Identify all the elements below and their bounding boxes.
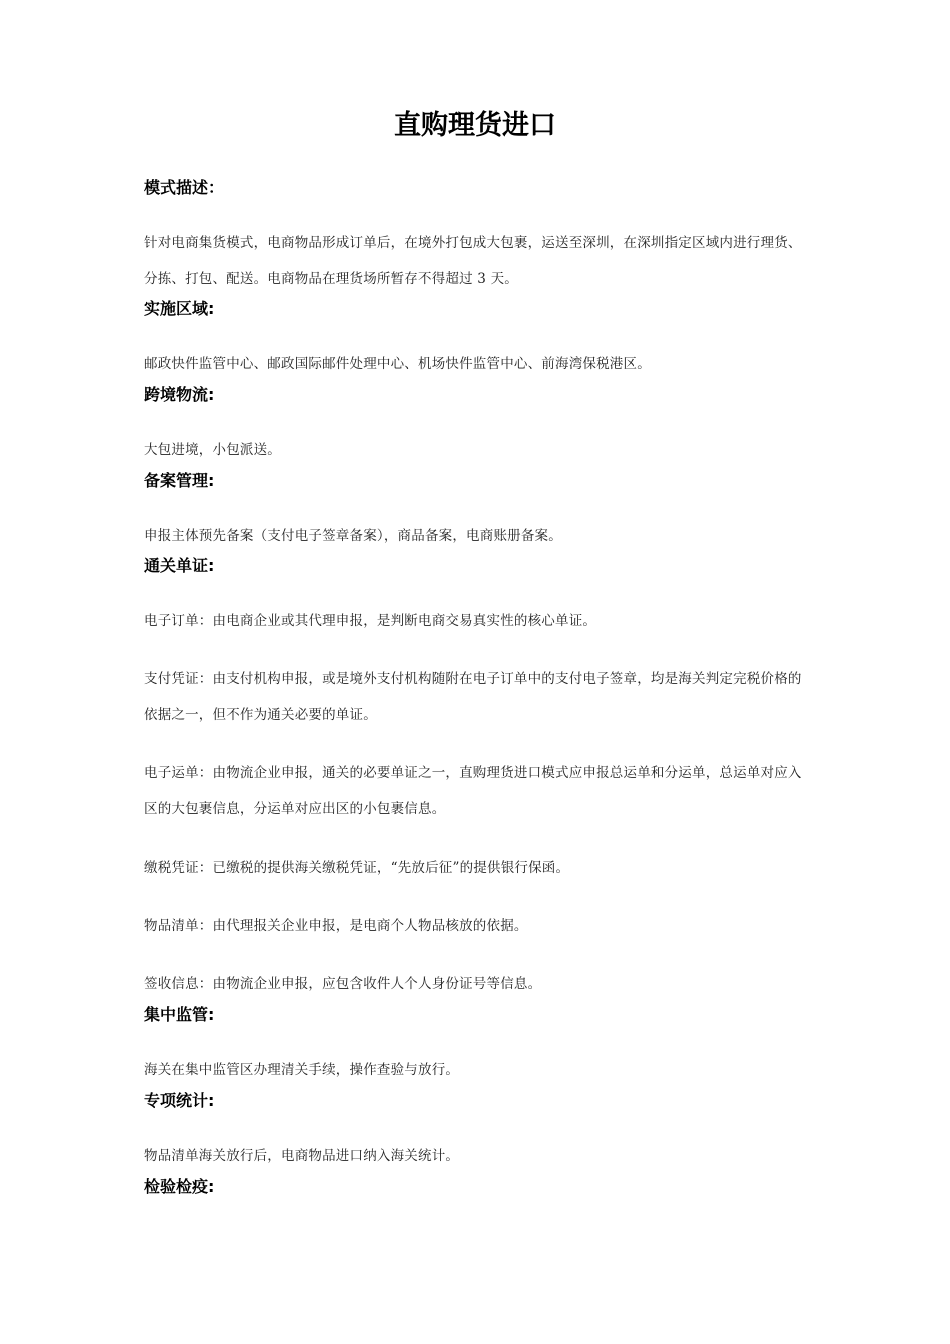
paragraph-document-payment: 支付凭证：由支付机构申报，或是境外支付机构随附在电子订单中的支付电子签章，均是海关判定完税价格的依据之一，但不作为通关必要的单证。 — [144, 671, 802, 723]
page-title: 直购理货进口 — [394, 110, 556, 141]
heading-statistics: 专项统计: — [144, 1091, 215, 1110]
heading-documents: 通关单证: — [144, 556, 215, 575]
paragraph-record: 申报主体预先备案（支付电子签章备案），商品备案，电商账册备案。 — [144, 528, 562, 544]
paragraph-mode: 针对电商集货模式，电商物品形成订单后，在境外打包成大包裹，运送至深圳，在深圳指定区域内进行理货、分拣、打包、配送。电商物品在理货场所暂存不得超过 3 天。 — [144, 235, 802, 287]
heading-inspection: 检验检疫: — [144, 1177, 215, 1196]
paragraph-document-waybill: 电子运单：由物流企业申报，通关的必要单证之一，直购理货进口模式应申报总运单和分运单，总运单对应入区的大包裹信息，分运单对应出区的小包裹信息。 — [144, 765, 802, 817]
paragraph-document-receipt: 签收信息：由物流企业申报，应包含收件人个人身份证号等信息。 — [144, 976, 542, 992]
heading-record: 备案管理: — [144, 471, 215, 490]
paragraph-document-list: 物品清单：由代理报关企业申报，是电商个人物品核放的依据。 — [144, 918, 528, 934]
paragraph-document-order: 电子订单：由电商企业或其代理申报，是判断电商交易真实性的核心单证。 — [144, 613, 597, 629]
heading-supervision: 集中监管: — [144, 1005, 215, 1024]
heading-area: 实施区域: — [144, 299, 215, 318]
paragraph-supervision: 海关在集中监管区办理清关手续，操作查验与放行。 — [144, 1062, 460, 1078]
paragraph-statistics: 物品清单海关放行后，电商物品进口纳入海关统计。 — [144, 1148, 460, 1164]
paragraph-logistics: 大包进境，小包派送。 — [144, 442, 281, 458]
heading-logistics: 跨境物流: — [144, 385, 215, 404]
paragraph-document-tax: 缴税凭证：已缴税的提供海关缴税凭证，“先放后征”的提供银行保函。 — [144, 860, 570, 876]
paragraph-area: 邮政快件监管中心、邮政国际邮件处理中心、机场快件监管中心、前海湾保税港区。 — [144, 356, 651, 372]
heading-mode: 模式描述： — [144, 178, 225, 197]
